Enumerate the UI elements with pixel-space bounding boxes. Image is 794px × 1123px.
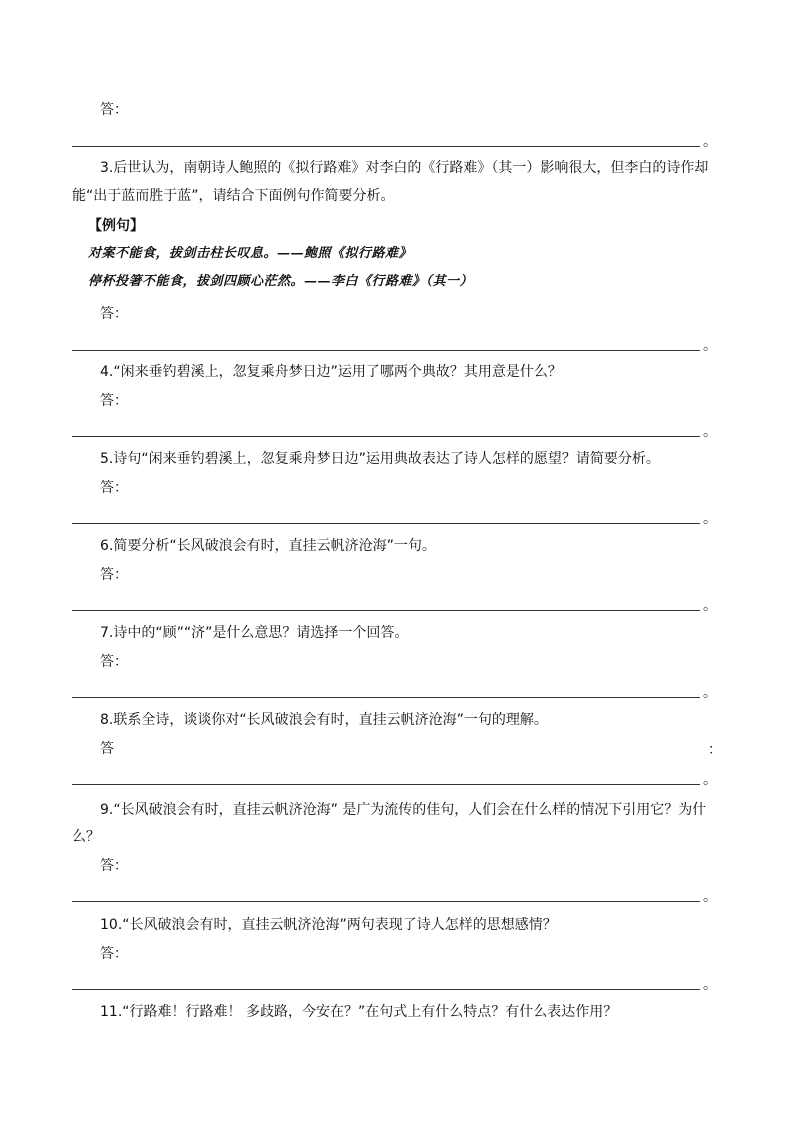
question-7: 7.诗中的“顾”“济”是什么意思？请选择一个回答。 xyxy=(100,625,409,641)
answer-line-3 xyxy=(72,350,700,351)
example-sentence-2: 停杯投箸不能食，拔剑四顾心茫然。——李白《行路难》（其一） xyxy=(88,274,474,289)
answer-end-period-8: 。 xyxy=(703,772,717,788)
answer-end-period-7: 。 xyxy=(703,685,717,701)
question-6: 6.简要分析“长风破浪会有时，直挂云帆济沧海”一句。 xyxy=(100,538,436,554)
answer-line-2 xyxy=(72,146,700,147)
answer-line-9 xyxy=(72,901,700,902)
answer-end-period-9: 。 xyxy=(703,889,717,905)
question-4: 4.“闲来垂钓碧溪上，忽复乘舟梦日边”运用了哪两个典故？其用意是什么？ xyxy=(100,364,562,380)
answer-line-8 xyxy=(72,784,700,785)
answer-label-8-colon: ： xyxy=(708,742,722,758)
answer-label-4: 答： xyxy=(100,393,128,409)
answer-line-7 xyxy=(72,697,700,698)
question-3-line-2: 能“出于蓝而胜于蓝”，请结合下面例句作简要分析。 xyxy=(72,188,395,204)
answer-end-period-10: 。 xyxy=(703,977,717,993)
question-9-line-2: 么？ xyxy=(72,829,100,845)
answer-end-period-5: 。 xyxy=(703,511,717,527)
answer-end-period-2: 。 xyxy=(703,134,717,150)
answer-label-8: 答 xyxy=(100,741,114,757)
answer-label-5: 答： xyxy=(100,480,128,496)
example-sentence-1: 对案不能食，拔剑击柱长叹息。——鲍照《拟行路难》 xyxy=(88,246,413,261)
answer-label-10: 答： xyxy=(100,946,128,962)
answer-label-3: 答： xyxy=(100,306,128,322)
question-10: 10.“长风破浪会有时，直挂云帆济沧海”两句表现了诗人怎样的思想感情？ xyxy=(100,917,557,933)
answer-end-period-4: 。 xyxy=(703,424,717,440)
question-3-line-1: 3.后世认为，南朝诗人鲍照的《拟行路难》对李白的《行路难》（其一）影响很大，但李白的诗作却 xyxy=(100,160,709,176)
answer-line-5 xyxy=(72,523,700,524)
question-8: 8.联系全诗，谈谈你对“长风破浪会有时，直挂云帆济沧海”一句的理解。 xyxy=(100,712,548,728)
question-11: 11.“行路难！行路难！ 多歧路，今安在？”在句式上有什么特点？有什么表达作用？ xyxy=(100,1004,618,1020)
question-9-line-1: 9.“长风破浪会有时，直挂云帆济沧海” 是广为流传的佳句，人们会在什么样的情况下引用它？为什 xyxy=(100,802,707,818)
answer-end-period-6: 。 xyxy=(703,598,717,614)
example-heading: 【例句】 xyxy=(88,218,144,234)
answer-label-2: 答： xyxy=(100,102,128,118)
answer-label-6: 答： xyxy=(100,567,128,583)
answer-label-9: 答： xyxy=(100,858,128,874)
answer-label-7: 答： xyxy=(100,654,128,670)
answer-end-period-3: 。 xyxy=(703,338,717,354)
answer-line-4 xyxy=(72,436,700,437)
answer-line-6 xyxy=(72,610,700,611)
answer-line-10 xyxy=(72,989,700,990)
question-5: 5.诗句“闲来垂钓碧溪上，忽复乘舟梦日边”运用典故表达了诗人怎样的愿望？请简要分析。 xyxy=(100,451,660,467)
